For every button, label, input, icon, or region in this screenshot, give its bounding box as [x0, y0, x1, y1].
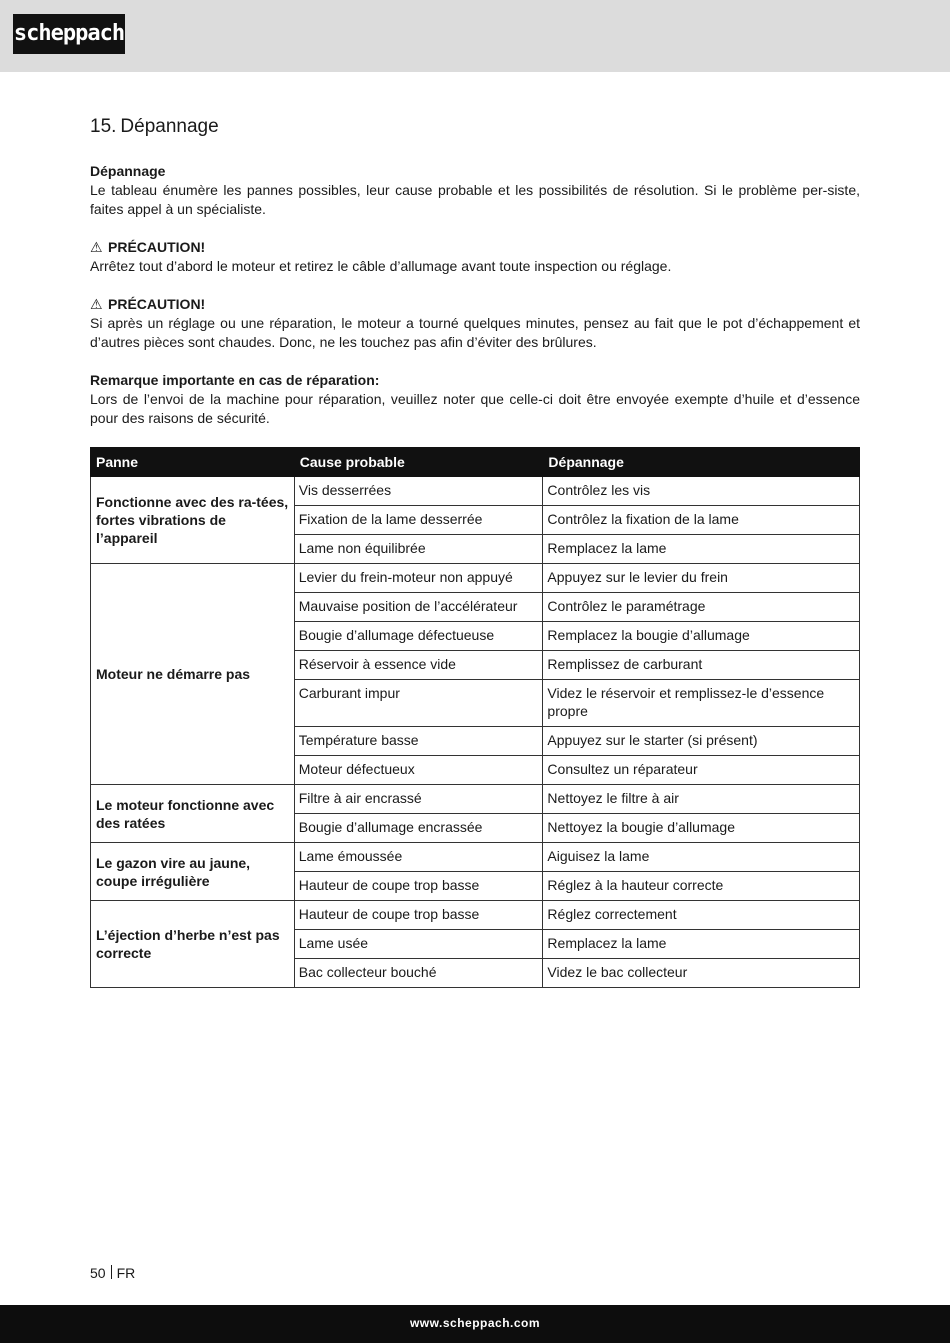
table-row — [91, 785, 860, 814]
intro-heading: Dépannage — [90, 163, 166, 179]
header-band — [0, 0, 950, 72]
cause-cell: Fixation de la lame desserrée — [294, 506, 543, 535]
intro-block — [90, 162, 860, 219]
warning-triangle-icon: ⚠ — [90, 239, 103, 255]
section-number: 15. — [90, 116, 117, 137]
page-content — [90, 114, 860, 988]
remark-text: Lors de l’envoi de la machine pour réparation, veuillez noter que celle-ci doit être envoyée exempte d’huile et d’essence pour des raisons de sécurité. — [90, 391, 860, 426]
caution-label-1: PRÉCAUTION! — [108, 239, 206, 255]
caution-text-1: Arrêtez tout d’abord le moteur et retirez le câble d’allumage avant toute inspection ou réglage. — [90, 258, 672, 274]
fault-cell: Le gazon vire au jaune, coupe irrégulière — [91, 843, 295, 901]
cause-cell: Carburant impur — [294, 680, 543, 727]
cause-cell: Lame non équilibrée — [294, 535, 543, 564]
remedy-cell: Videz le bac collecteur — [543, 959, 860, 988]
cause-cell: Lame émoussée — [294, 843, 543, 872]
fault-cell: Fonctionne avec des ra-tées, fortes vibrations de l’appareil — [91, 477, 295, 564]
troubleshooting-table — [90, 447, 860, 988]
fault-cell: L’éjection d’herbe n’est pas correcte — [91, 901, 295, 988]
remedy-cell: Videz le réservoir et remplissez-le d’essence propre — [543, 680, 860, 727]
remedy-cell: Aiguisez la lame — [543, 843, 860, 872]
remedy-cell: Nettoyez le filtre à air — [543, 785, 860, 814]
table-header-row — [91, 448, 860, 477]
header-cause: Cause probable — [294, 448, 543, 477]
remedy-cell: Remplissez de carburant — [543, 651, 860, 680]
cause-cell: Hauteur de coupe trop basse — [294, 901, 543, 930]
remedy-cell: Consultez un réparateur — [543, 756, 860, 785]
table-row — [91, 843, 860, 872]
remedy-cell: Contrôlez la fixation de la lame — [543, 506, 860, 535]
cause-cell: Vis desserrées — [294, 477, 543, 506]
table-row — [91, 564, 860, 593]
remedy-cell: Remplacez la bougie d’allumage — [543, 622, 860, 651]
cause-cell: Filtre à air encrassé — [294, 785, 543, 814]
website-link[interactable]: www.scheppach.com — [409, 1316, 541, 1330]
table-body — [91, 477, 860, 988]
section-title — [90, 114, 860, 140]
cause-cell: Moteur défectueux — [294, 756, 543, 785]
caution-heading-2 — [90, 295, 860, 314]
caution-heading-1 — [90, 238, 860, 257]
remedy-cell: Remplacez la lame — [543, 930, 860, 959]
cause-cell: Bougie d’allumage encrassée — [294, 814, 543, 843]
remedy-cell: Réglez à la hauteur correcte — [543, 872, 860, 901]
caution-text-2: Si après un réglage ou une réparation, le moteur a tourné quelques minutes, pensez au fait que le pot d’échappement et d’autres pièces sont chaudes. Donc, ne les touchez pas afin d’éviter des brûlures. — [90, 315, 860, 350]
brand-logo: scheppach — [13, 14, 125, 54]
section-title-text: Dépannage — [120, 116, 219, 137]
cause-cell: Bac collecteur bouché — [294, 959, 543, 988]
remark-heading: Remarque importante en cas de réparation: — [90, 372, 380, 388]
page-footer — [90, 1264, 135, 1282]
warning-triangle-icon: ⚠ — [90, 296, 103, 312]
page-number: 50 — [90, 1265, 106, 1281]
cause-cell: Mauvaise position de l’accélérateur — [294, 593, 543, 622]
table-row — [91, 477, 860, 506]
cause-cell: Lame usée — [294, 930, 543, 959]
cause-cell: Bougie d’allumage défectueuse — [294, 622, 543, 651]
cause-cell: Température basse — [294, 727, 543, 756]
header-remedy: Dépannage — [543, 448, 860, 477]
remedy-cell: Réglez correctement — [543, 901, 860, 930]
intro-text: Le tableau énumère les pannes possibles, leur cause probable et les possibilités de résolution. Si le problème per-siste, faites appel à un spécialiste. — [90, 182, 860, 217]
header-fault: Panne — [91, 448, 295, 477]
remark-block — [90, 371, 860, 428]
remedy-cell: Appuyez sur le starter (si présent) — [543, 727, 860, 756]
remedy-cell: Nettoyez la bougie d’allumage — [543, 814, 860, 843]
footer-band — [0, 1305, 950, 1343]
caution-block-1 — [90, 238, 860, 276]
remedy-cell: Appuyez sur le levier du frein — [543, 564, 860, 593]
caution-label-2: PRÉCAUTION! — [108, 296, 206, 312]
cause-cell: Hauteur de coupe trop basse — [294, 872, 543, 901]
remedy-cell: Contrôlez le paramétrage — [543, 593, 860, 622]
remedy-cell: Contrôlez les vis — [543, 477, 860, 506]
table-row — [91, 901, 860, 930]
language-code: FR — [116, 1265, 136, 1281]
fault-cell: Moteur ne démarre pas — [91, 564, 295, 785]
remedy-cell: Remplacez la lame — [543, 535, 860, 564]
cause-cell: Réservoir à essence vide — [294, 651, 543, 680]
caution-block-2 — [90, 295, 860, 352]
footer-separator — [111, 1265, 112, 1279]
cause-cell: Levier du frein-moteur non appuyé — [294, 564, 543, 593]
fault-cell: Le moteur fonctionne avec des ratées — [91, 785, 295, 843]
